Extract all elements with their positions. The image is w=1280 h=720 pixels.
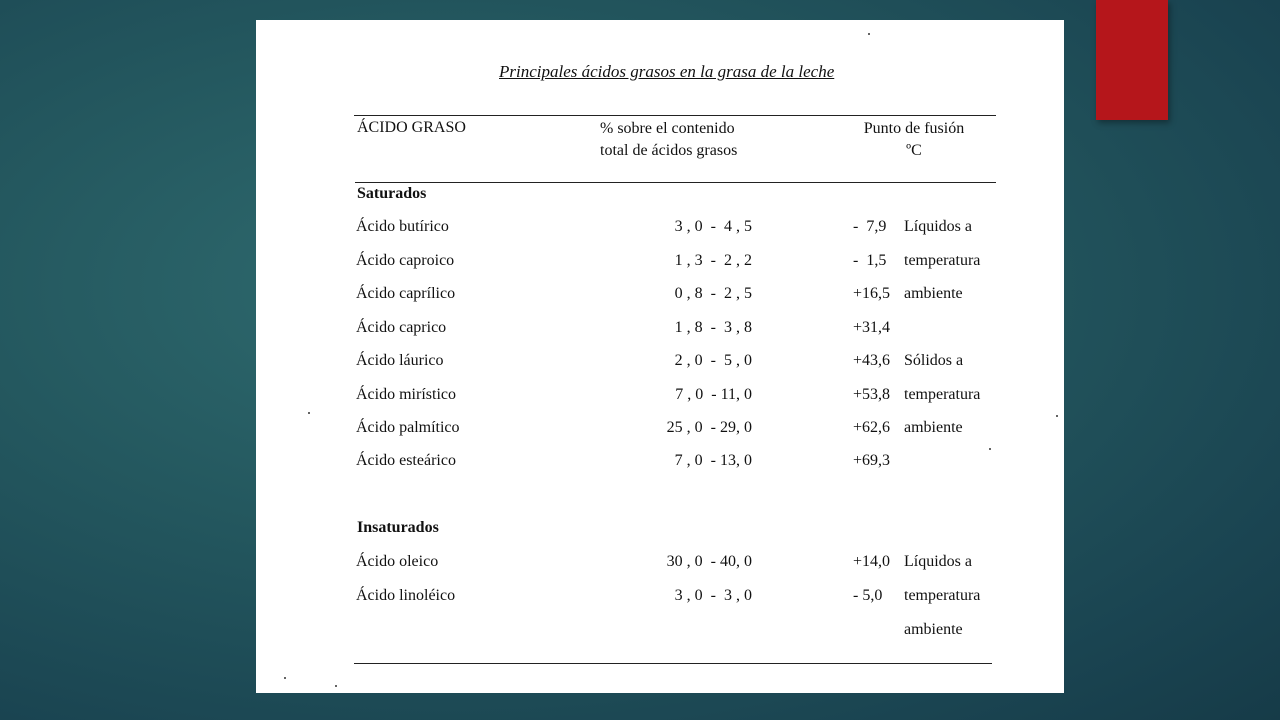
acid-melting-point: - 1,5	[853, 252, 887, 269]
red-accent-bar	[1096, 0, 1168, 120]
header-percentage-line1: % sobre el contenido	[600, 120, 735, 137]
acid-state-note: ambiente	[904, 621, 963, 638]
table-row	[256, 386, 1064, 410]
acid-state-note: ambiente	[904, 419, 963, 436]
header-acid: ÁCIDO GRASO	[357, 119, 466, 136]
scan-speck	[989, 448, 991, 450]
acid-percentage: 0 , 8 - 2 , 5	[674, 285, 752, 302]
table-row	[256, 587, 1064, 611]
document-title: Principales ácidos grasos en la grasa de la leche	[499, 62, 835, 81]
table-row	[256, 285, 1064, 309]
acid-percentage: 1 , 8 - 3 , 8	[674, 319, 752, 336]
section-label-unsaturated: Insaturados	[357, 519, 439, 536]
header-melting-point	[857, 118, 971, 162]
acid-name: Ácido caprílico	[356, 285, 456, 302]
acid-melting-point: - 5,0	[853, 587, 883, 604]
table-row	[256, 553, 1064, 577]
header-melting-line2: ºC	[906, 142, 922, 159]
scan-speck	[1056, 415, 1058, 417]
acid-melting-point: +31,4	[853, 319, 891, 336]
acid-state-note: temperatura	[904, 386, 981, 403]
section-label-saturated: Saturados	[357, 185, 427, 202]
header-percentage-line2: total de ácidos grasos	[600, 142, 738, 159]
header-percentage	[600, 118, 737, 162]
header-melting-line1: Punto de fusión	[863, 120, 965, 137]
acid-state-note: Sólidos a	[904, 352, 964, 369]
acid-state-note: temperatura	[904, 587, 981, 604]
scan-speck	[284, 677, 286, 679]
acid-percentage: 2 , 0 - 5 , 0	[674, 352, 752, 369]
acid-melting-point: +14,0	[853, 553, 891, 570]
acid-percentage: 3 , 0 - 3 , 0	[674, 587, 752, 604]
acid-name: Ácido oleico	[356, 553, 439, 570]
acid-percentage: 7 , 0 - 11, 0	[675, 386, 752, 403]
scan-speck	[335, 685, 337, 687]
acid-melting-point: +69,3	[853, 452, 891, 469]
acid-name: Ácido esteárico	[356, 452, 456, 469]
acid-melting-point: +62,6	[853, 419, 891, 436]
acid-melting-point: - 7,9	[853, 218, 887, 235]
acid-state-note: Líquidos a	[904, 218, 972, 235]
acid-percentage: 7 , 0 - 13, 0	[674, 452, 752, 469]
acid-name: Ácido caprico	[356, 319, 447, 336]
acid-name: Ácido linoléico	[356, 587, 456, 604]
table-row	[256, 218, 1064, 242]
acid-melting-point: +16,5	[853, 285, 891, 302]
acid-percentage: 3 , 0 - 4 , 5	[674, 218, 752, 235]
acid-melting-point: +43,6	[853, 352, 891, 369]
table-row	[256, 252, 1064, 276]
acid-name: Ácido caproico	[356, 252, 455, 269]
acid-name: Ácido butírico	[356, 218, 449, 235]
table-header-rule	[355, 182, 996, 183]
acid-name: Ácido mirístico	[356, 386, 456, 403]
table-row	[256, 452, 1064, 476]
document-scan	[256, 20, 1064, 693]
acid-melting-point: +53,8	[853, 386, 891, 403]
acid-state-note: temperatura	[904, 252, 981, 269]
table-bottom-rule	[354, 663, 992, 664]
acid-name: Ácido láurico	[356, 352, 444, 369]
acid-state-note: Líquidos a	[904, 553, 972, 570]
table-row	[256, 352, 1064, 376]
acid-percentage: 1 , 3 - 2 , 2	[674, 252, 752, 269]
acid-name: Ácido palmítico	[356, 419, 460, 436]
acid-state-note: ambiente	[904, 285, 963, 302]
acid-percentage: 25 , 0 - 29, 0	[666, 419, 752, 436]
table-top-rule	[354, 115, 996, 116]
table-row	[256, 319, 1064, 343]
scan-speck	[308, 412, 310, 414]
scan-speck	[868, 33, 870, 35]
acid-percentage: 30 , 0 - 40, 0	[666, 553, 752, 570]
table-row	[256, 419, 1064, 443]
table-row	[256, 621, 1064, 645]
